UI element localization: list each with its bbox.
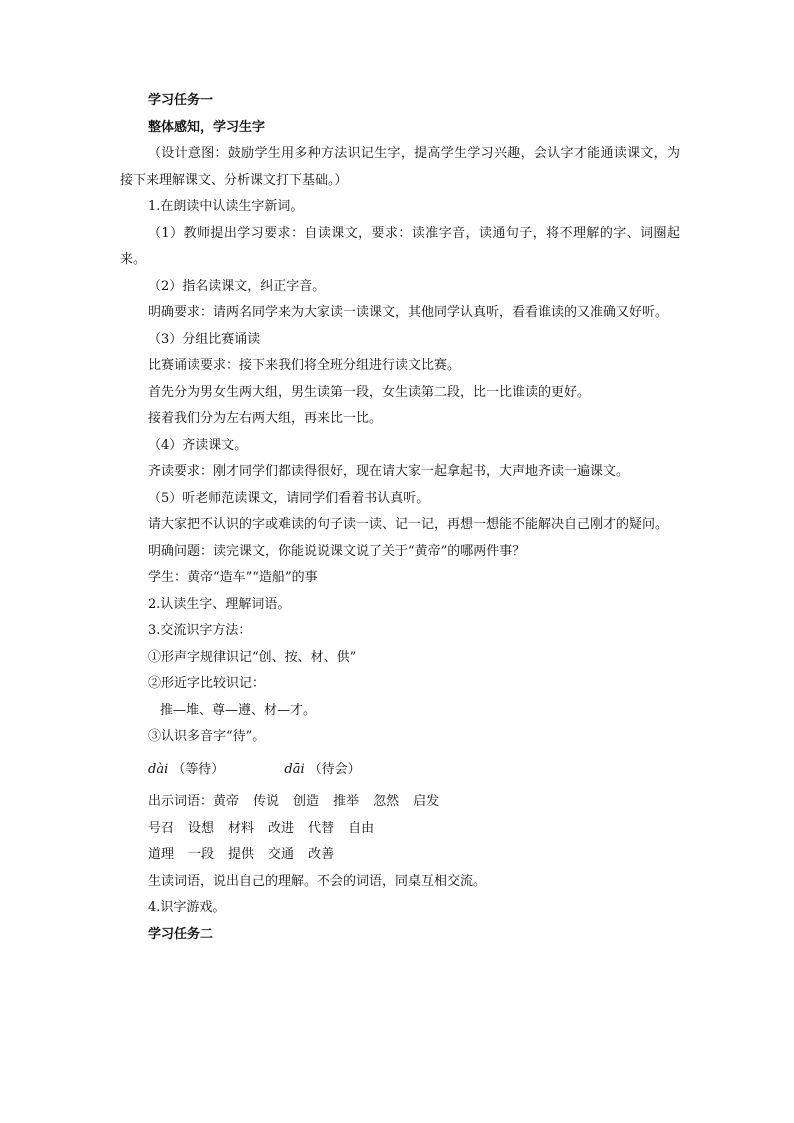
method-phonetic: ①形声字规律识记“创、按、材、供” (148, 649, 357, 665)
step1-item5: （5）听老师范读课文，请同学们看着书认真听。 (148, 490, 430, 506)
contest-first-round: 首先分为男女生两大组，男生读第一段，女生读第二段，比一比谁读的更好。 (148, 384, 591, 400)
words-row-3 (120, 842, 680, 869)
word-item: 自由 (348, 820, 375, 836)
word-item: 设想 (188, 820, 215, 836)
step3-heading: 3.交流识字方法： (148, 623, 252, 638)
word-item: 代替 (308, 820, 335, 836)
step1-item3: （3）分组比赛诵读 (148, 331, 261, 347)
similar-chars-list: 推—堆、尊—遵、材—才。 (160, 702, 317, 718)
step2-heading: 2.认读生字、理解词语。 (148, 596, 291, 612)
word-item: 推举 (333, 794, 360, 809)
word-item: 改善 (308, 847, 335, 862)
word-item: 传说 (253, 794, 280, 809)
question-paragraph: 明确问题：读完课文，你能说说课文说了关于“黄帝”的哪两件事？ (148, 543, 526, 559)
polyphone-item (284, 757, 360, 784)
student-answer: 学生：黄帝“造车”“造船”的事 (148, 570, 318, 585)
task2-heading: 学习任务二 (148, 926, 214, 942)
word-item: 改进 (268, 820, 295, 836)
polyphone-word: （等待） (172, 761, 225, 777)
words-row-1 (120, 789, 680, 816)
word-instruction: 生读词语，说出自己的理解。不会的词语，同桌互相交流。 (148, 873, 487, 889)
method-similar: ②形近字比较识记： (148, 676, 266, 691)
self-study-paragraph: 请大家把不认识的字或难读的句子读一读、记一记，再想一想能不能解决自己刚才的疑问。 (148, 517, 669, 532)
word-item: 交通 (268, 847, 295, 862)
method-polyphone: ③认识多音字“待”。 (148, 729, 266, 744)
words-row-2 (120, 816, 680, 843)
word-item: 提供 (228, 847, 255, 862)
word-item: 创造 (293, 794, 320, 809)
pinyin-text: dāi (284, 761, 305, 777)
step1-item1: （1）教师提出学习要求：自读课文，要求：读准字音，读通句子，将不理解的字、词圈起来。 (120, 225, 680, 267)
design-intent-paragraph: （设计意图：鼓励学生用多种方法识记生字，提高学生学习兴趣，会认字才能通读课文，为接下来理解课文、分析课文打下基础。） (120, 146, 680, 188)
task1-heading: 学习任务一 (148, 93, 214, 108)
pinyin-text: dài (148, 761, 169, 777)
document-body (120, 88, 680, 948)
step1-heading: 1.在朗读中认读生字新词。 (148, 199, 304, 214)
words-label: 出示词语： (148, 794, 214, 809)
word-item: 号召 (148, 820, 175, 836)
task1-subheading: 整体感知，学习生字 (148, 119, 266, 135)
clarify-requirement-paragraph: 明确要求：请两名同学来为大家读一读课文，其他同学认真听，看看谁读的又准确又好听。 (148, 305, 669, 320)
word-item: 忽然 (373, 794, 400, 809)
step4-heading: 4.识字游戏。 (148, 900, 226, 915)
polyphone-row (120, 757, 680, 784)
chorus-requirement: 齐读要求：刚才同学们都读得很好，现在请大家一起拿起书，大声地齐读一遍课文。 (148, 464, 630, 479)
polyphone-item (148, 757, 224, 784)
step1-item4: （4）齐读课文。 (148, 437, 248, 453)
word-item: 黄帝 (213, 794, 240, 809)
word-item: 材料 (228, 820, 255, 836)
contest-requirement: 比赛诵读要求：接下来我们将全班分组进行读文比赛。 (148, 358, 461, 373)
step1-item2: （2）指名读课文，纠正字音。 (148, 278, 326, 294)
word-item: 道理 (148, 847, 175, 862)
word-item: 一段 (188, 847, 215, 862)
word-item: 启发 (413, 794, 440, 809)
contest-second-round: 接着我们分为左右两大组，再来比一比。 (148, 411, 383, 426)
polyphone-word: （待会） (308, 761, 361, 777)
